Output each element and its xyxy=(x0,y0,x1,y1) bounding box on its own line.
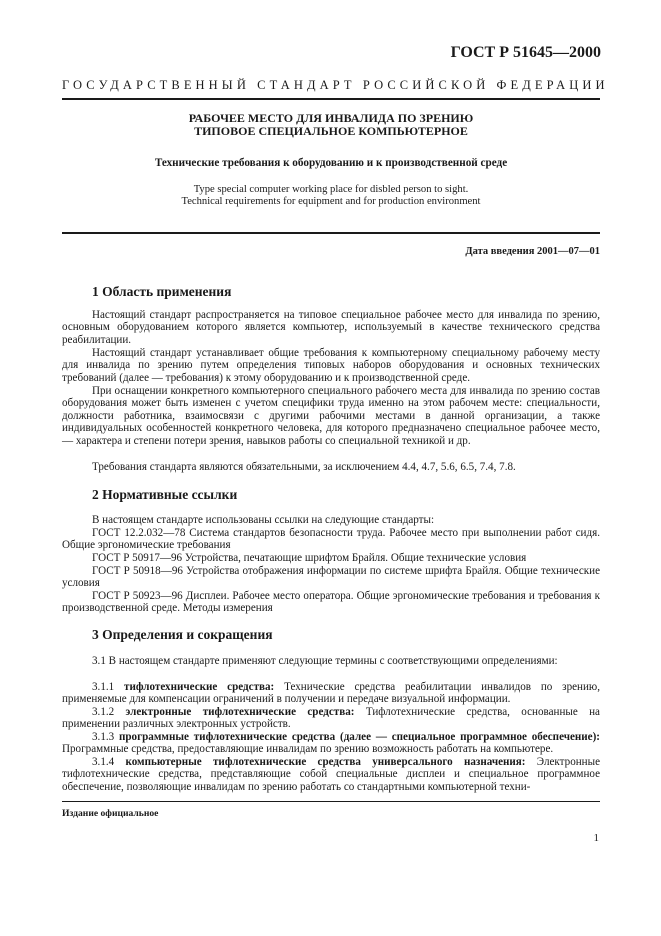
english-title xyxy=(62,184,600,208)
reference-gost-r-50917: ГОСТ Р 50917—96 Устройства, печатающие шрифтом Брайля. Общие технические условия xyxy=(92,552,527,564)
term-definition: Тифлотехнические средства, основанные на применении различных электронных устройств. xyxy=(62,706,600,731)
section-1-paragraph-2: Настоящий стандарт устанавливает общие требования к компьютерному специальному рабочему месту для инвалида по зрению путем определения типовых наборов оборудования и основных технических требований (далее — требования) к этому оборудованию и к производственной среде. xyxy=(62,347,600,384)
term-number: 3.1.2 xyxy=(92,706,115,718)
section-1-paragraph-3: При оснащении конкретного компьютерного специального рабочего места для инвалида по зрению состав оборудования может быть изменен с учетом специфики труда именно на этом рабочем месте: специальности, должности работника, взаимосвязи с другими рабочими местами в данной организации, а также индивидуальных особенностей конкретного человека, для которого предназначено специальное рабочее место, — характера и степени потери зрения, навыков работы со специальной техникой и др. xyxy=(62,385,600,447)
english-title-line-1: Type special computer working place for disbled person to sight. xyxy=(193,184,469,195)
term-name: тифлотехнические средства: xyxy=(124,681,275,693)
section-1-heading: 1 Область применения xyxy=(92,284,232,299)
term-3-1-2 xyxy=(62,706,600,731)
term-number: 3.1.3 xyxy=(92,731,115,743)
term-definition: Электронные тифлотехнические средства, представляющие собой специальные дисплеи и специальное программное обеспечение, позволяющие инвалидам по зрению работать со стандартными компьютерной техни- xyxy=(62,756,600,793)
footer-divider xyxy=(62,801,600,802)
section-2-paragraph-1: В настоящем стандарте использованы ссылки на следующие стандарты: xyxy=(92,514,435,526)
section-2-heading: 2 Нормативные ссылки xyxy=(92,487,238,502)
state-standard-title: ГОСУДАРСТВЕННЫЙ СТАНДАРТ РОССИЙСКОЙ ФЕДЕРАЦИИ xyxy=(62,78,609,92)
document-title xyxy=(62,112,600,138)
standard-number: ГОСТ Р 51645—2000 xyxy=(450,44,601,61)
term-definition: Программные средства, предоставляющие инвалидам по зрению возможность работать на компьютере. xyxy=(62,743,554,756)
title-line-2: ТИПОВОЕ СПЕЦИАЛЬНОЕ КОМПЬЮТЕРНОЕ xyxy=(194,124,468,138)
reference-gost-r-50918: ГОСТ Р 50918—96 Устройства отображения информации по системе шрифта Брайля. Общие технические условия xyxy=(62,565,600,590)
page-number: 1 xyxy=(593,832,599,844)
reference-gost-r-50923: ГОСТ Р 50923—96 Дисплеи. Рабочее место оператора. Общие эргономические требования и требования к производственной среде. Методы измерения xyxy=(62,590,600,615)
term-name: компьютерные тифлотехнические средства универсального назначения: xyxy=(125,756,526,768)
official-edition-label: Издание официальное xyxy=(62,808,159,819)
section-1-paragraph-4: Требования стандарта являются обязательными, за исключением 4.4, 4.7, 5.6, 6.5, 7.4, 7.8. xyxy=(92,461,516,473)
section-1-paragraph-1: Настоящий стандарт распространяется на типовое специальное рабочее место для инвалида по зрению, основным оборудованием которого является компьютер, используемый в качестве технического средства реабилитации. xyxy=(62,309,600,346)
document-subtitle: Технические требования к оборудованию и к производственной среде xyxy=(154,157,508,169)
term-number: 3.1.1 xyxy=(92,681,115,693)
title-line-1: РАБОЧЕЕ МЕСТО ДЛЯ ИНВАЛИДА ПО ЗРЕНИЮ xyxy=(188,111,474,125)
term-3-1-4 xyxy=(62,756,600,793)
reference-gost-12-2-032: ГОСТ 12.2.032—78 Система стандартов безопасности труда. Рабочее место при выполнении работ сидя. Общие эргономические требования xyxy=(62,527,600,552)
term-definition: Технические средства реабилитации инвалидов по зрению, применяемые для компенсации ограничений в получении и передаче визуальной информации. xyxy=(62,681,600,706)
introduction-date: Дата введения 2001—07—01 xyxy=(465,246,600,257)
term-number: 3.1.4 xyxy=(92,756,115,768)
term-name: программные тифлотехнические средства (далее — специальное программное обеспечение): xyxy=(118,731,600,743)
section-3-heading: 3 Определения и сокращения xyxy=(92,627,273,642)
title-divider xyxy=(62,232,600,234)
term-3-1-3 xyxy=(62,731,600,756)
section-3-paragraph-1: 3.1 В настоящем стандарте применяют следующие термины с соответствующими определениями: xyxy=(92,655,558,667)
term-name: электронные тифлотехнические средства: xyxy=(125,706,355,718)
term-3-1-1 xyxy=(62,681,600,706)
top-divider xyxy=(62,98,600,100)
english-title-line-2: Technical requirements for equipment and for production environment xyxy=(181,196,481,207)
